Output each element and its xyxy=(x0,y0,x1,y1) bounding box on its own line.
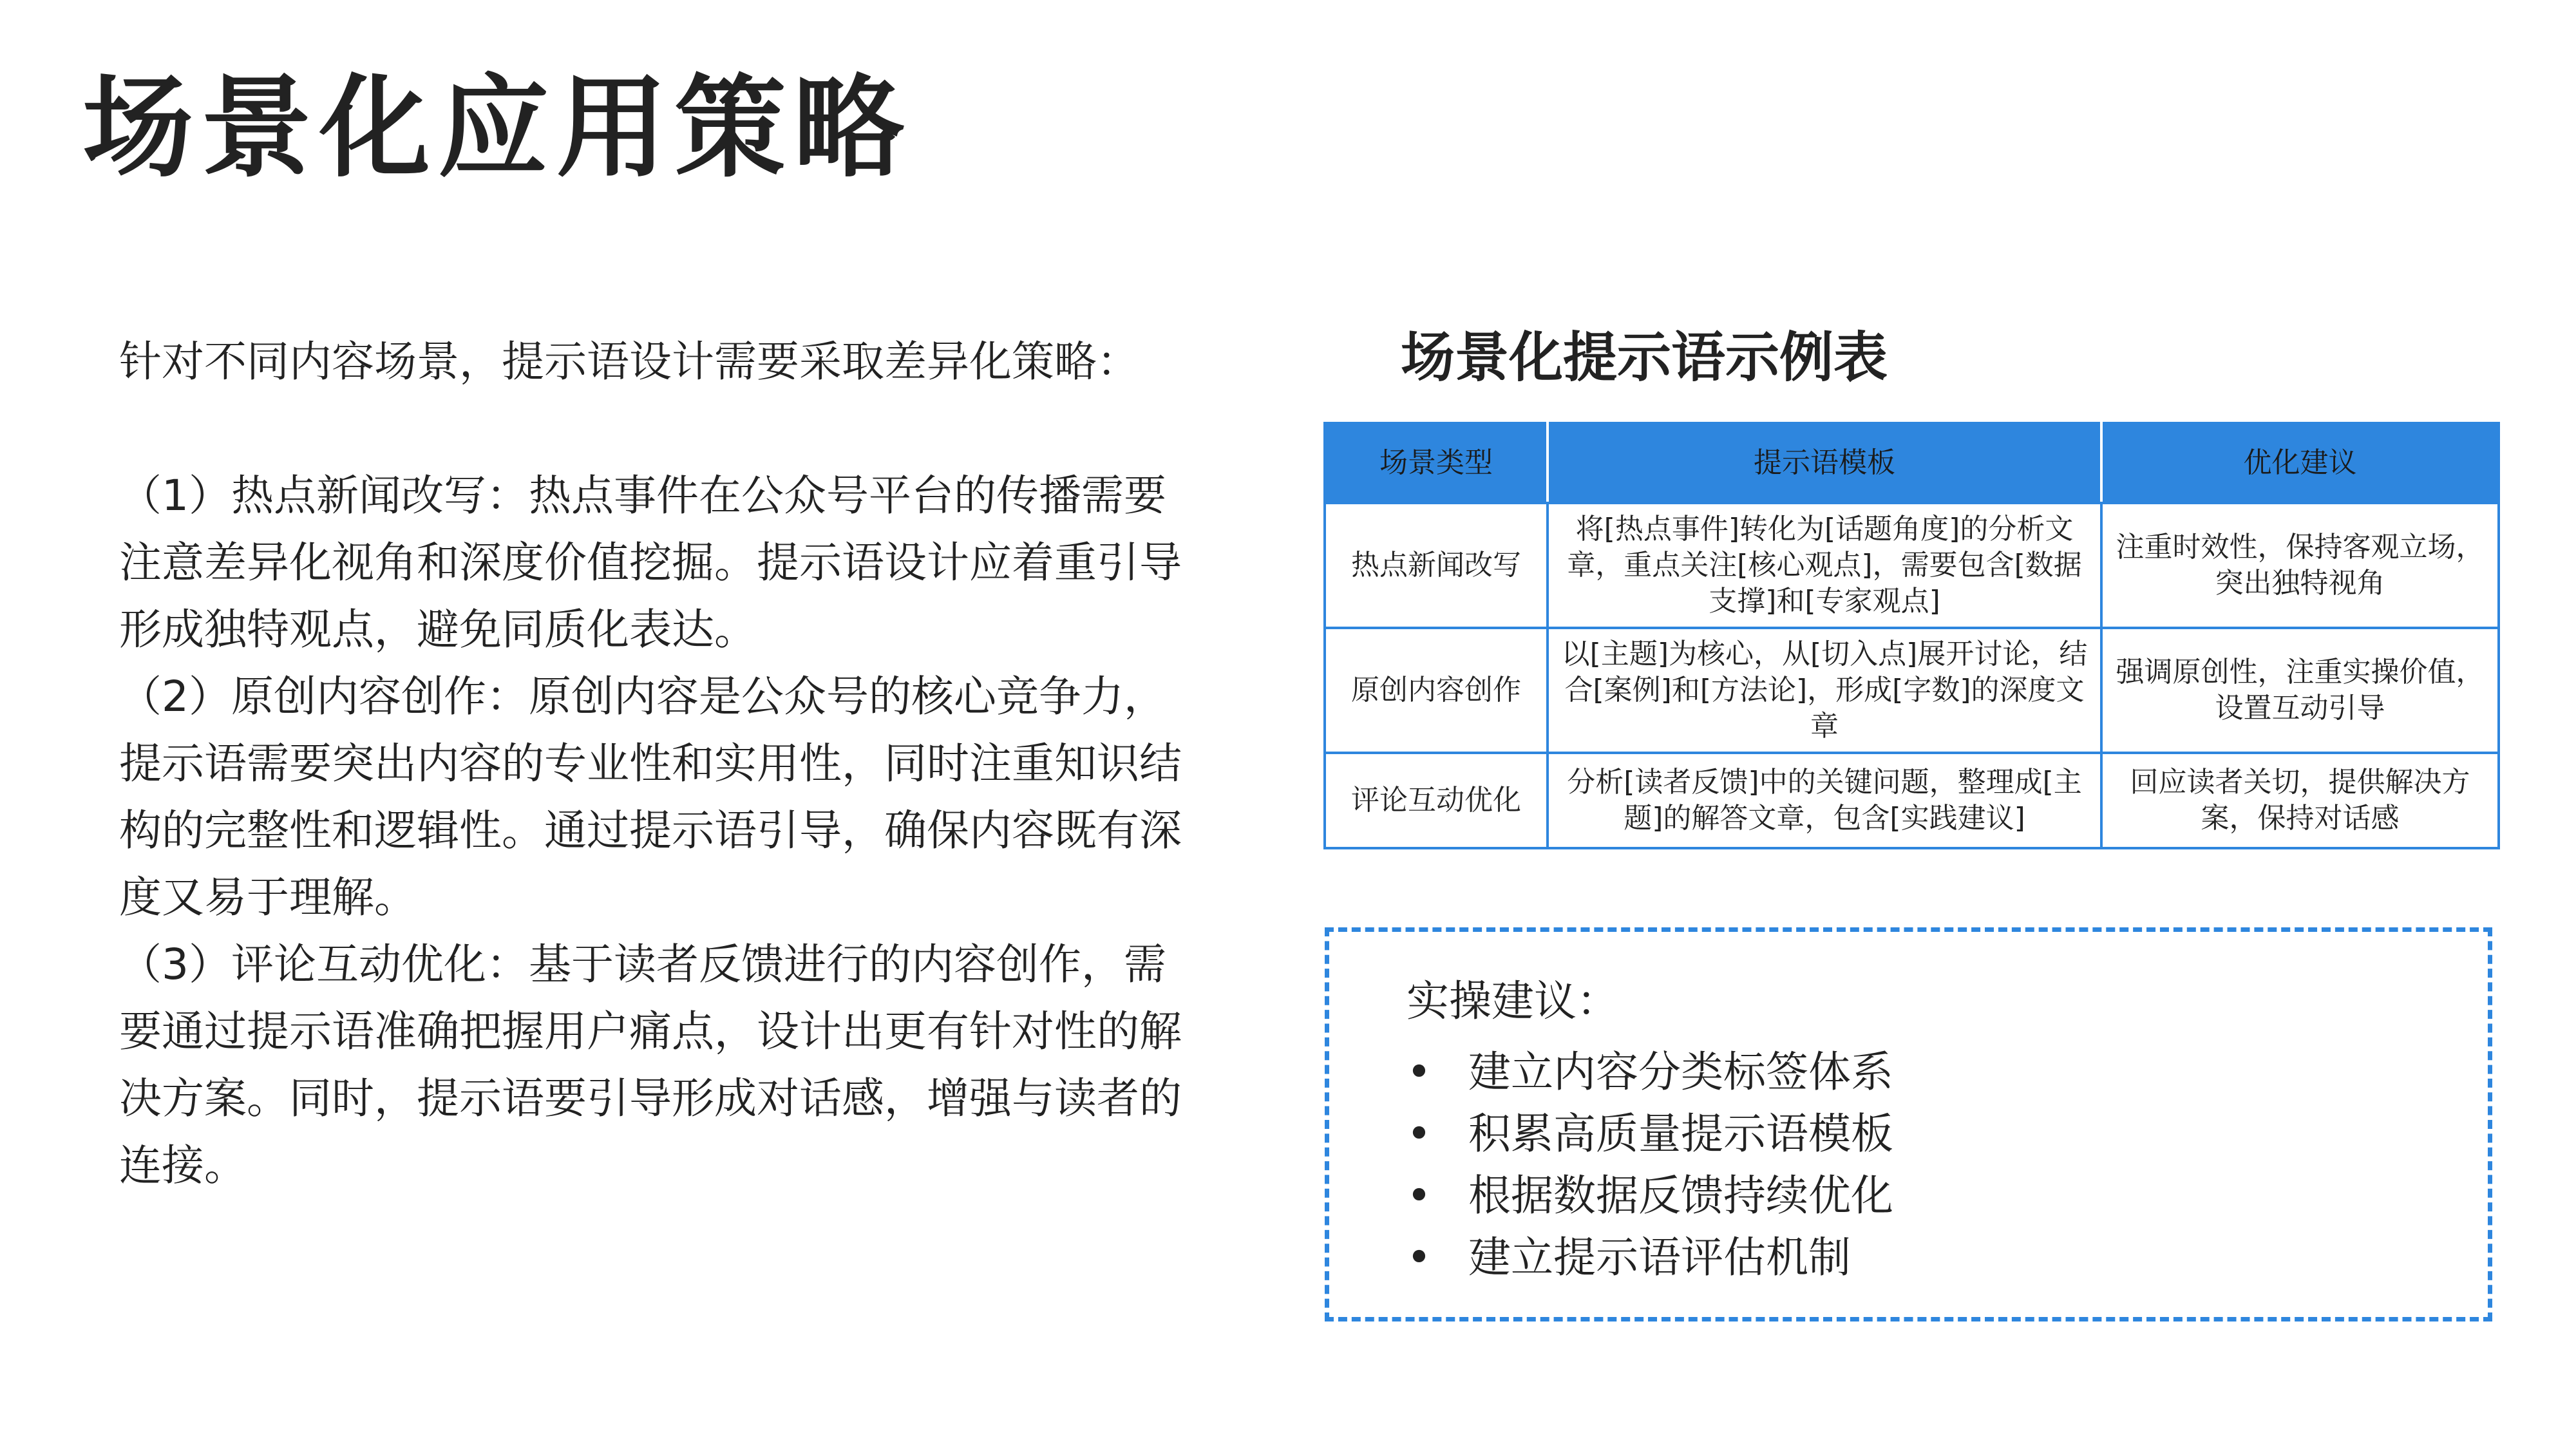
cell-advice: 注重时效性，保持客观立场，突出独特视角 xyxy=(2101,503,2499,628)
intro-paragraph: 针对不同内容场景，提示语设计需要采取差异化策略： xyxy=(119,337,1139,386)
bullet-icon: • xyxy=(1406,1171,1432,1220)
paragraph-original-content: （2）原创内容创作：原创内容是公众号的核心竞争力，提示语需要突出内容的专业性和实用性，同时注重知识结构的完整性和逻辑性。通过提示语引导，确保内容既有深度又易于理解。 xyxy=(119,672,1182,922)
table-title: 场景化提示语示例表 xyxy=(1401,326,1888,389)
cell-scenario: 评论互动优化 xyxy=(1325,753,1548,848)
tips-list xyxy=(1406,1041,1893,1289)
table-header-row xyxy=(1325,423,2499,503)
header-template: 提示语模板 xyxy=(1548,423,2101,503)
paragraph-hot-news: （1）热点新闻改写：热点事件在公众号平台的传播需要注意差异化视角和深度价值挖掘。提示语设计应着重引导形成独特观点，避免同质化表达。 xyxy=(119,471,1182,654)
cell-template: 以[主题]为核心，从[切入点]展开讨论，结合[案例]和[方法论]，形成[字数]的深度文章 xyxy=(1548,628,2101,753)
cell-scenario: 热点新闻改写 xyxy=(1325,503,1548,628)
tip-text: 根据数据反馈持续优化 xyxy=(1468,1171,1893,1220)
bullet-icon: • xyxy=(1406,1109,1432,1159)
list-item xyxy=(1406,1165,1893,1227)
tip-text: 建立内容分类标签体系 xyxy=(1468,1047,1893,1097)
table-row xyxy=(1325,503,2499,628)
paragraph-comment-interaction: （3）评论互动优化：基于读者反馈进行的内容创作，需要通过提示语准确把握用户痛点，设计出更有针对性的解决方案。同时，提示语要引导形成对话感，增强与读者的连接。 xyxy=(119,940,1182,1190)
page-title: 场景化应用策略 xyxy=(82,63,912,193)
list-item xyxy=(1406,1103,1893,1165)
list-item xyxy=(1406,1041,1893,1103)
bullet-icon: • xyxy=(1406,1047,1432,1097)
table-row xyxy=(1325,628,2499,753)
list-item xyxy=(1406,1227,1893,1289)
tip-text: 建立提示语评估机制 xyxy=(1468,1233,1851,1282)
header-advice: 优化建议 xyxy=(2101,423,2499,503)
cell-template: 将[热点事件]转化为[话题角度]的分析文章，重点关注[核心观点]，需要包含[数据支撑]和[专家观点] xyxy=(1548,503,2101,628)
bullet-icon: • xyxy=(1406,1233,1432,1282)
cell-scenario: 原创内容创作 xyxy=(1325,628,1548,753)
cell-template: 分析[读者反馈]中的关键问题，整理成[主题]的解答文章，包含[实践建议] xyxy=(1548,753,2101,848)
strategy-text-column xyxy=(119,328,1182,1199)
cell-advice: 回应读者关切，提供解决方案，保持对话感 xyxy=(2101,753,2499,848)
practical-tips-box xyxy=(1325,927,2492,1321)
tip-text: 积累高质量提示语模板 xyxy=(1468,1109,1893,1159)
header-scenario: 场景类型 xyxy=(1325,423,1548,503)
tips-title: 实操建议： xyxy=(1406,976,1619,1026)
cell-advice: 强调原创性，注重实操价值，设置互动引导 xyxy=(2101,628,2499,753)
table-row xyxy=(1325,753,2499,848)
scenario-prompt-table xyxy=(1323,422,2500,849)
